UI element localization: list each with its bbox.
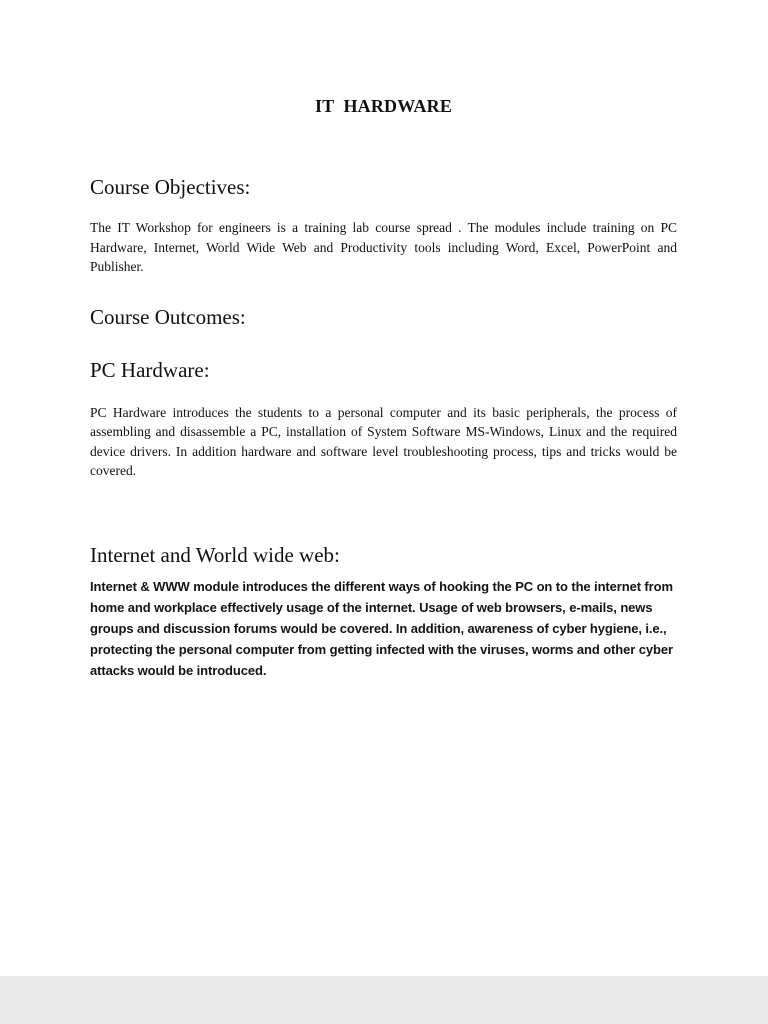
- section-heading-course-outcomes: Course Outcomes:: [90, 304, 246, 329]
- section-internet-www: [90, 543, 677, 681]
- section-body-internet-www: Internet & WWW module introduces the different ways of hooking the PC on to the internet from home and workplace effectively usage of the internet. Usage of web browsers, e-mails, news groups and discussion forums would be covered. In addition, awareness of cyber hygiene, i.e., protecting the personal computer from getting infected with the viruses, worms and other cyber attacks would be introduced.: [90, 578, 673, 678]
- section-body-pc-hardware: PC Hardware introduces the students to a personal computer and its basic peripherals, the process of assembling and disassemble a PC, installation of System Software MS-Windows, Linux and the required device drivers. In addition hardware and software level troubleshooting process, tips and tricks would be covered.: [90, 404, 677, 479]
- section-heading-internet-www: Internet and World wide web:: [90, 542, 340, 567]
- section-heading-pc-hardware: PC Hardware:: [90, 357, 210, 382]
- section-pc-hardware: [90, 358, 677, 481]
- section-heading-course-objectives: Course Objectives:: [90, 175, 251, 199]
- document-title: IT HARDWARE: [314, 96, 453, 116]
- section-course-outcomes: [90, 305, 677, 330]
- section-course-objectives: [90, 175, 677, 277]
- section-body-course-objectives: The IT Workshop for engineers is a training lab course spread . The modules include training on PC Hardware, Internet, World Wide Web and Productivity tools including Word, Excel, PowerPoint and Publisher.: [90, 220, 677, 275]
- viewer-background-strip: [0, 976, 768, 1024]
